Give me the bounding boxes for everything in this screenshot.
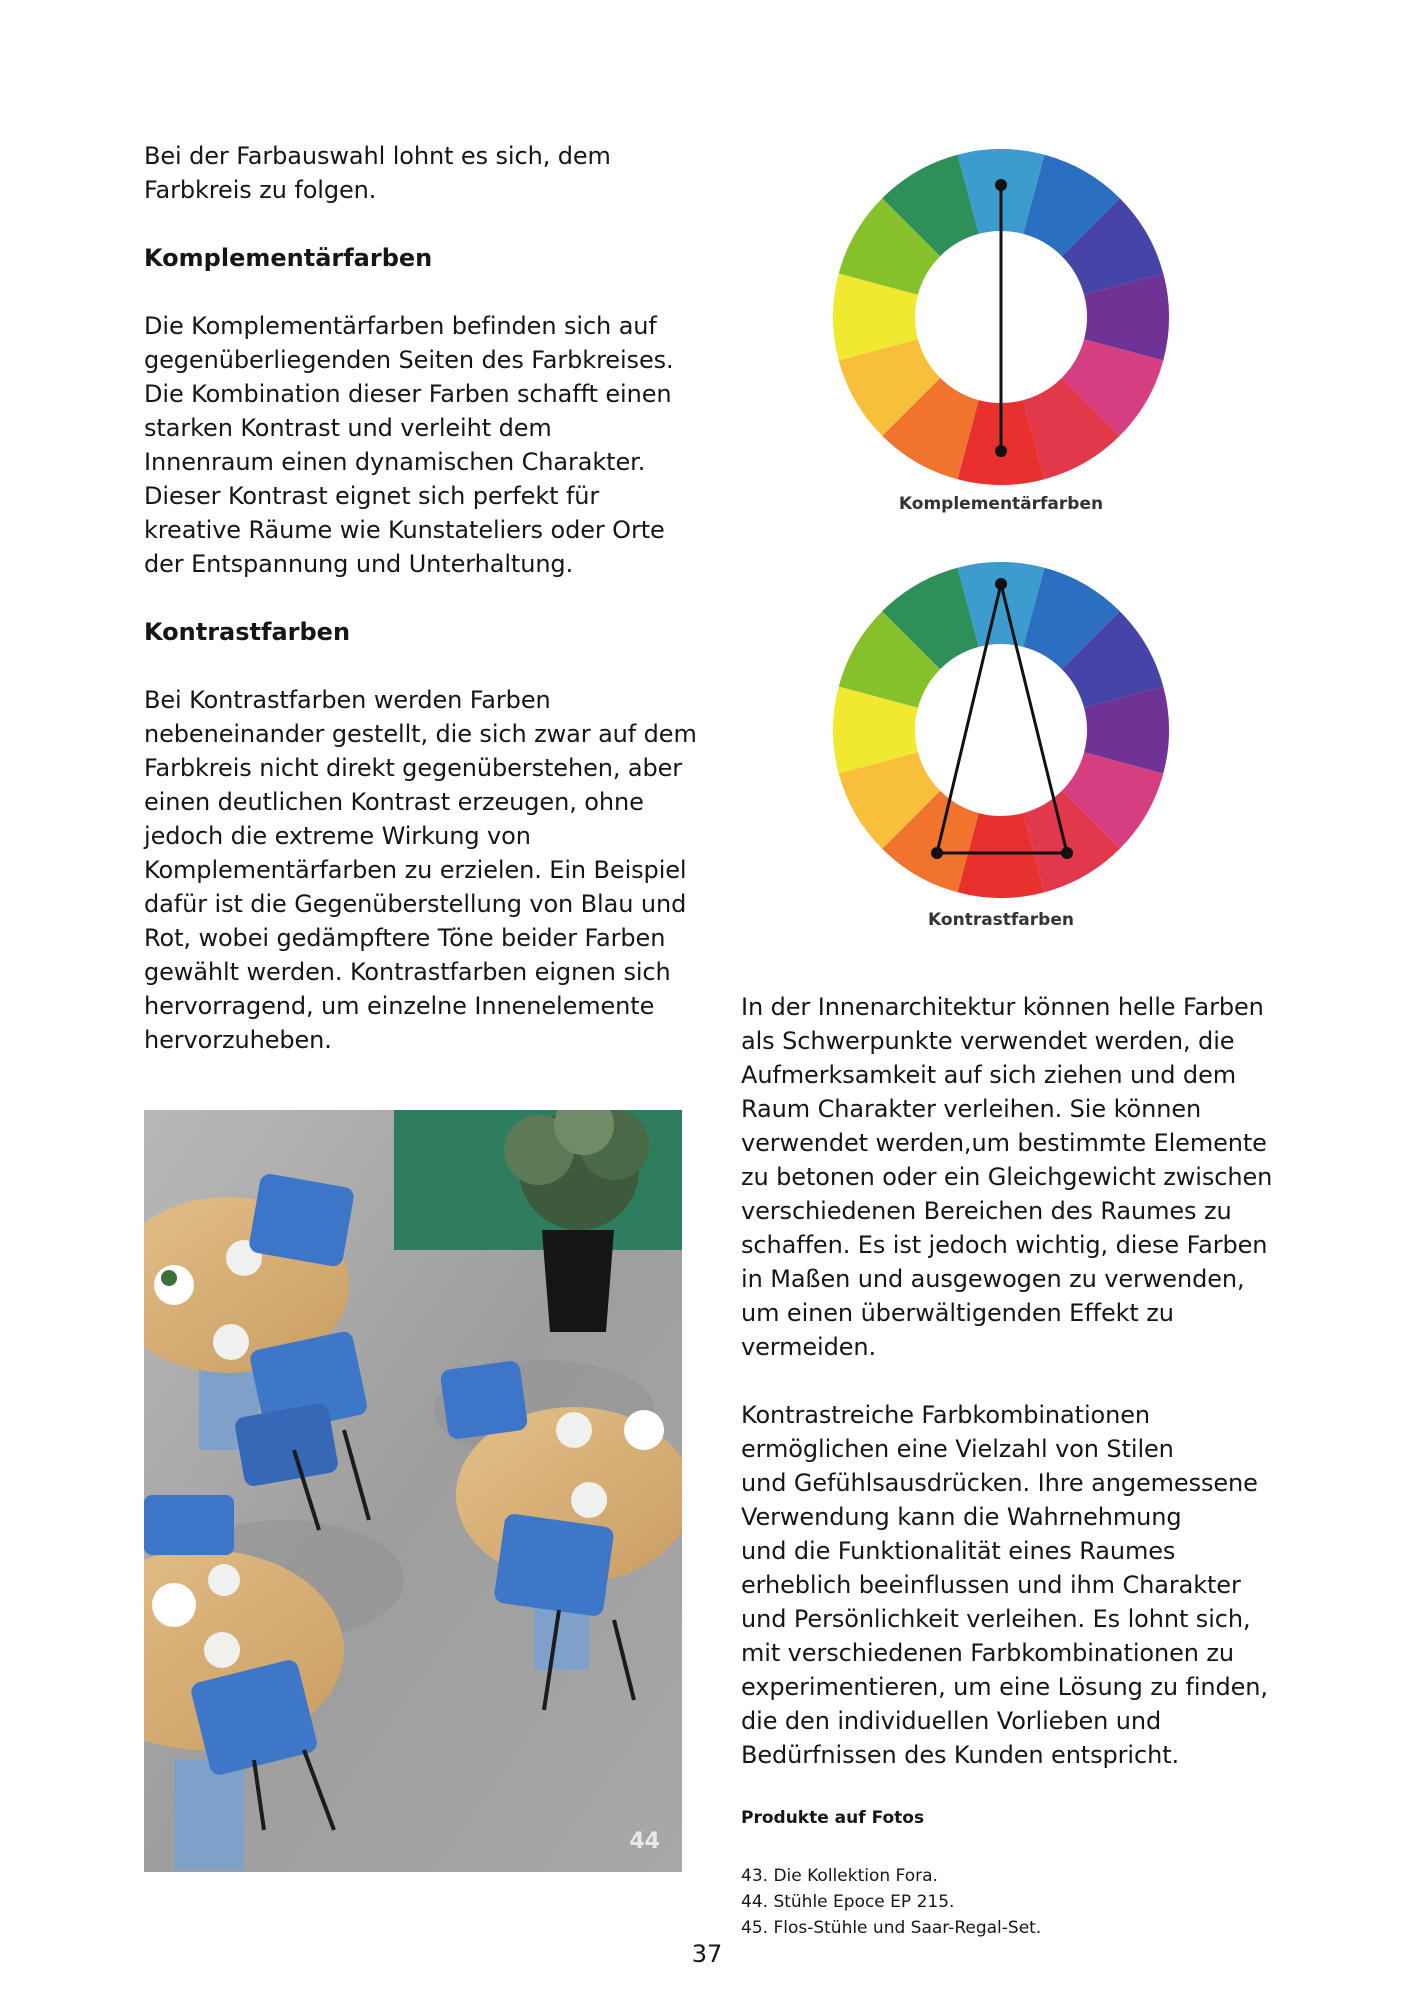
contrast-point-orange-red [931,847,943,859]
product-item: 44. Stühle Epoce EP 215. [741,1892,955,1912]
product-item: 43. Die Kollektion Fora. [741,1866,938,1886]
photo-number: 44 [629,1829,660,1854]
products-section [741,1807,1301,1941]
left-text-column [144,139,704,1057]
restaurant-photo [144,1110,682,1872]
contrast-point-red [1061,847,1073,859]
color-combinations-paragraph: Kontrastreiche Farbkombinationen ermöglichen eine Vielzahl von Stilen und Gefühlsausdrücken. Ihre angemessene Verwendung kann die Wahrnehmung und die Funktionalität eines Raumes erheblich beeinflussen und ihm Charakter und Persönlichkeit verleihen. Es lohnt sich, mit verschiedenen Farbkombinationen zu experimentieren, um eine Lösung zu finden, die den individuellen Vorlieben und Bedürfnissen des Kunden entspricht. [741,1401,1268,1769]
right-text-column [741,990,1301,1772]
contrast-wheel-caption: Kontrastfarben [928,910,1074,930]
contrast-paragraph: Bei Kontrastfarben werden Farben nebeneinander gestellt, die sich zwar auf dem Farbkreis nicht direkt gegenüberstehen, aber einen deutlichen Kontrast erzeugen, ohne jedoch die extreme Wirkung von Komplementärfarben zu erzielen. Ein Beispiel dafür ist die Gegenüberstellung von Blau und Rot, wobei gedämpftere Töne beider Farben gewählt werden. Kontrastfarben eignen sich hervorragend, um einzelne Innenelemente hervorzuheben. [144,686,697,1054]
complementary-point-red [995,445,1007,457]
wheel-segments [833,562,1169,898]
product-item: 45. Flos-Stühle und Saar-Regal-Set. [741,1918,1042,1938]
contrast-color-wheel [826,555,1176,905]
intro-paragraph: Bei der Farbauswahl lohnt es sich, dem Farbkreis zu folgen. [144,142,611,204]
heading-complementary-colors: Komplementärfarben [144,244,433,272]
page-number: 37 [691,1940,723,1968]
complementary-paragraph: Die Komplementärfarben befinden sich auf gegenüberliegenden Seiten des Farbkreises. Die Kombination dieser Farben schafft einen starken Kontrast und verleiht dem Innenraum einen dynamischen Charakter. Dieser Kontrast eignet sich perfekt für kreative Räume wie Kunstateliers oder Orte der Entspannung und Unterhaltung. [144,312,674,578]
products-title: Produkte auf Fotos [741,1808,925,1828]
complementary-point-blue [995,179,1007,191]
contrast-point-blue [995,578,1007,590]
complementary-color-wheel [826,142,1176,492]
bright-colors-paragraph: In der Innenarchitektur können helle Farben als Schwerpunkte verwendet werden, die Aufmerksamkeit auf sich ziehen und dem Raum Charakter verleihen. Sie können verwendet werden,um bestimmte Elemente zu betonen oder ein Gleichgewicht zwischen verschiedenen Bereichen des Raumes zu schaffen. Es ist jedoch wichtig, diese Farben in Maßen und ausgewogen zu verwenden, um einen überwältigenden Effekt zu vermeiden. [741,993,1273,1361]
restaurant-illustration [144,1110,682,1872]
complementary-wheel-caption: Komplementärfarben [898,494,1104,514]
heading-contrast-colors: Kontrastfarben [144,618,351,646]
